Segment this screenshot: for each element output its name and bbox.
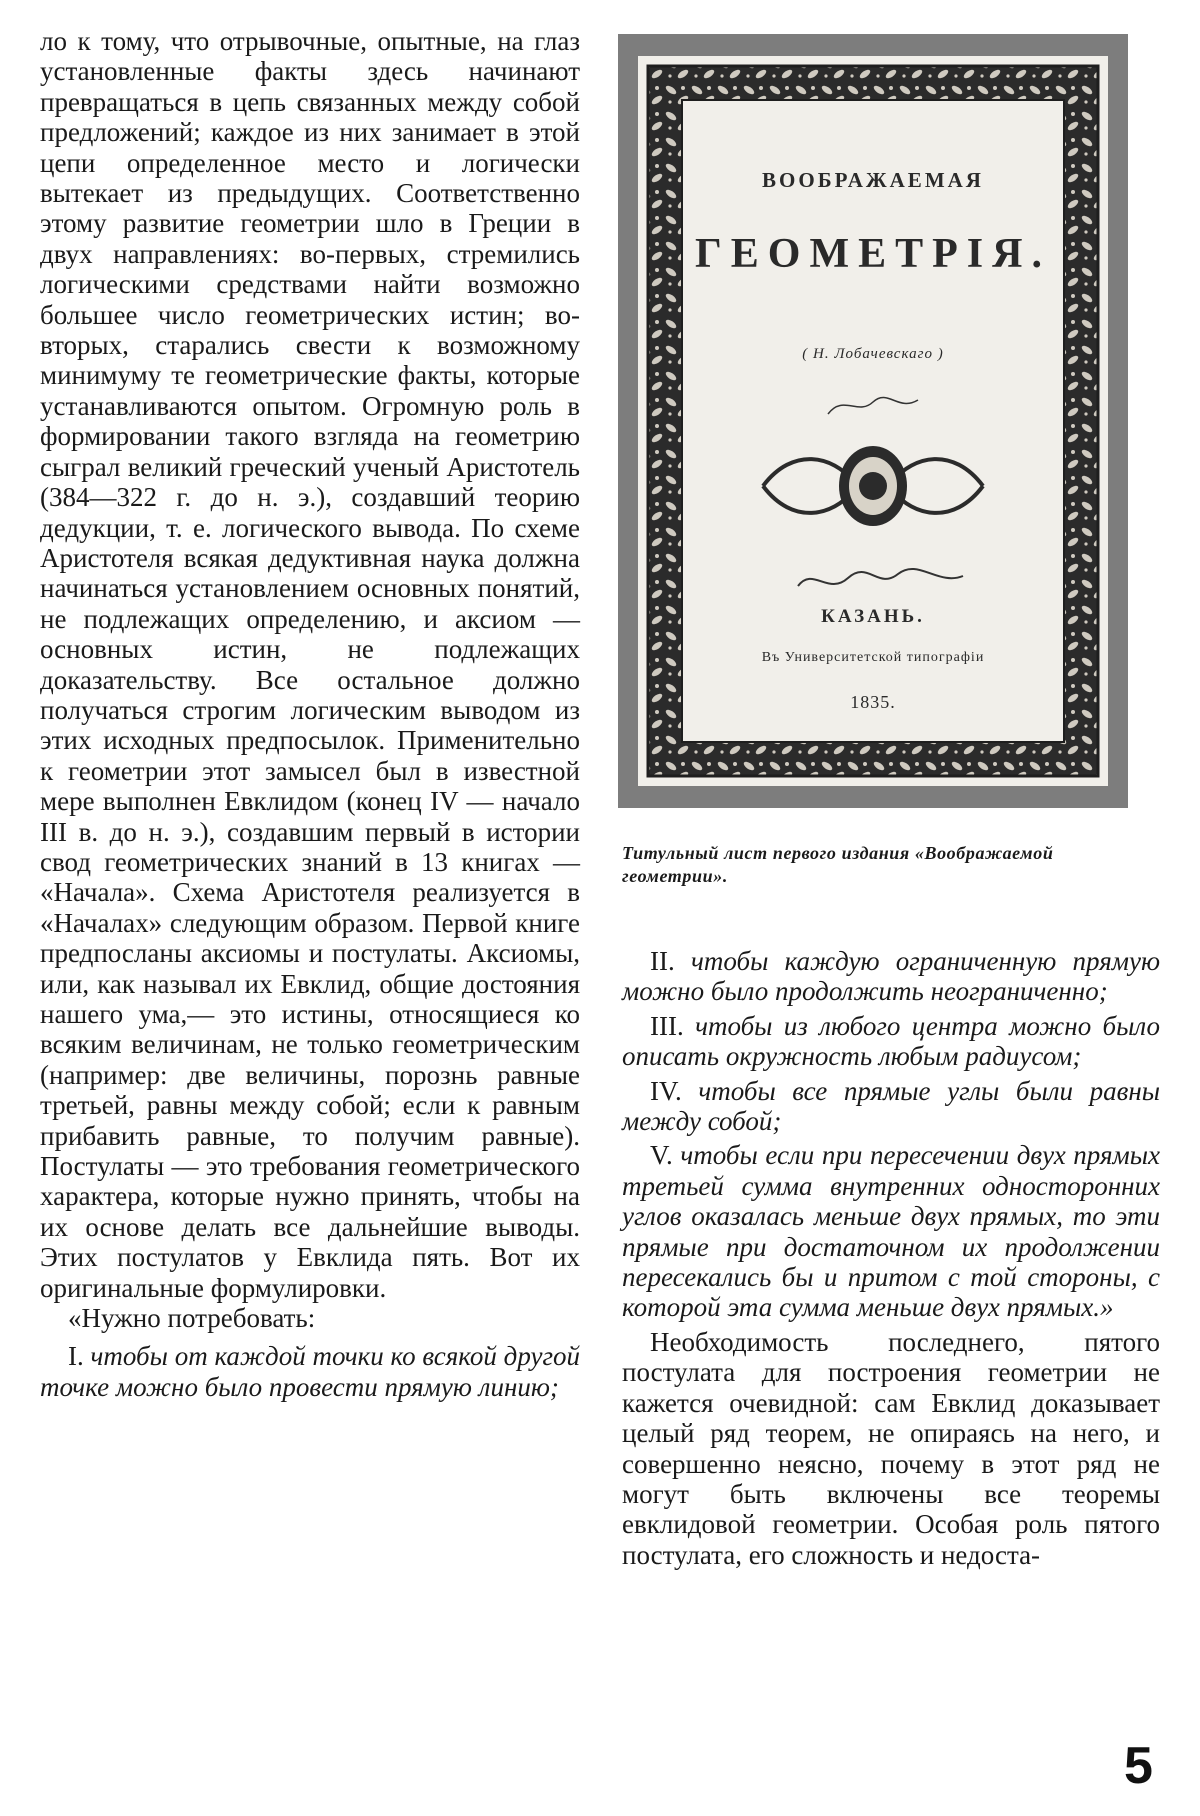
printer-line: Въ Университетской типографіи bbox=[761, 650, 985, 665]
body-paragraph: «Нужно потребовать: bbox=[68, 1303, 316, 1334]
postulate-item bbox=[622, 1140, 1160, 1322]
body-paragraph: Необходимость последнего, пятого постулата для построения геометрии не кажется очевидной: сам Евклид доказывает целый ряд теорем, не опираясь на него, и совершенно неясно, почему в этот ряд не могут быть включены все теоремы евклидовой геометрии. Особая роль пятого постулата, его сложность и недоста- bbox=[622, 1326, 1160, 1570]
postulate-text: чтобы если при пересечении двух прямых третьей сумма внутренних односторонних углов оказалась меньше двух прямых, то эти прямые при достаточном их продолжении пересекались бы и притом с той стороны, с которой эта сумма меньше двух прямых.» bbox=[622, 1140, 1160, 1323]
postulate-text: чтобы все прямые углы были равны между собой; bbox=[622, 1075, 1160, 1137]
postulate-item bbox=[622, 1076, 1160, 1137]
postulate-number: IV. bbox=[650, 1075, 682, 1106]
right-text-column bbox=[622, 946, 1160, 1570]
author-line: ( Н. Лобачевскаго ) bbox=[802, 346, 944, 362]
year-line: 1835. bbox=[850, 692, 896, 712]
signature-icon bbox=[778, 556, 978, 606]
postulate-number: I. bbox=[68, 1341, 84, 1372]
title-page-figure bbox=[618, 34, 1128, 808]
postulate-text: чтобы из любого центра можно было описать окружность любым радиусом; bbox=[622, 1010, 1161, 1072]
postulate-item bbox=[622, 1011, 1160, 1072]
city-line: КАЗАНЬ. bbox=[821, 606, 925, 627]
postulate-item bbox=[40, 1341, 580, 1402]
title-line-2: ГЕОМЕТРІЯ. bbox=[695, 231, 1051, 277]
handwritten-mark-icon bbox=[788, 386, 968, 426]
postulate-item bbox=[622, 946, 1160, 1007]
page-number: 5 bbox=[1124, 1737, 1153, 1795]
title-line-1: ВООБРАЖАЕМАЯ bbox=[762, 168, 984, 192]
postulate-text: чтобы каждую ограниченную прямую можно было продолжить неограниченно; bbox=[622, 946, 1160, 1007]
postulate-number: II. bbox=[650, 946, 675, 976]
postulate-number: III. bbox=[650, 1010, 684, 1041]
postulate-text: чтобы от каждой точки ко всякой другой точке можно было провести прямую линию; bbox=[40, 1341, 581, 1402]
body-paragraph: ло к тому, что отрывочные, опытные, на глаз установленные факты здесь начинают превращаться в цепь связанных между собой предложений; каждое из них занимает в этой цепи определенное место и логически вытекает из предыдущих. Соответственно этому развитие геометрии шло в Греции в двух направлениях: во-первых, стремились логическими средствами найти возможно большее число геометрических истин; во-вторых, старались свести к возможному минимуму те геометрические факты, которые устанавливаются опытом. Огромную роль в формировании такого взгляда на геометрию сыграл великий греческий ученый Аристотель (384—322 г. до н. э.), создавший теорию дедукции, т. е. логического вывода. По схеме Аристотеля всякая дедуктивная наука должна начинаться установлением основных понятий, не подлежащих определению, и аксиом — основных истин, не подлежащих доказательству. Все остальное должно получаться строгим логическим выводом из этих исходных предпосылок. Применительно к геометрии этот замысел был в известной мере выполнен Евклидом (конец IV — начало III в. до н. э.), создавшим первый в истории свод геометрических знаний в 13 книгах — «Начала». Схема Аристотеля реализуется в «Началах» следующим образом. Первой книге предпосланы аксиомы и постулаты. Аксиомы, или, как называл их Евклид, общие достояния нашего ума,— это истины, относящиеся ко всяким величинам, не только геометрическим (например: две величины, порознь равные третьей, равны между собой; если к равным прибавить равные, то получим равные). Постулаты — это требования геометрического характера, которые нужно принять, чтобы на их основе делать все дальнейшие выводы. Этих постулатов у Евклида пять. Вот их оригинальные формулировки. bbox=[40, 26, 580, 1303]
vignette-ornament-icon bbox=[753, 426, 993, 546]
left-text-column bbox=[40, 26, 580, 1402]
postulate-number: V. bbox=[650, 1140, 673, 1171]
figure-caption: Титульный лист первого издания «Воображаемой геометрии». bbox=[622, 843, 1054, 886]
title-page-image bbox=[638, 56, 1108, 786]
